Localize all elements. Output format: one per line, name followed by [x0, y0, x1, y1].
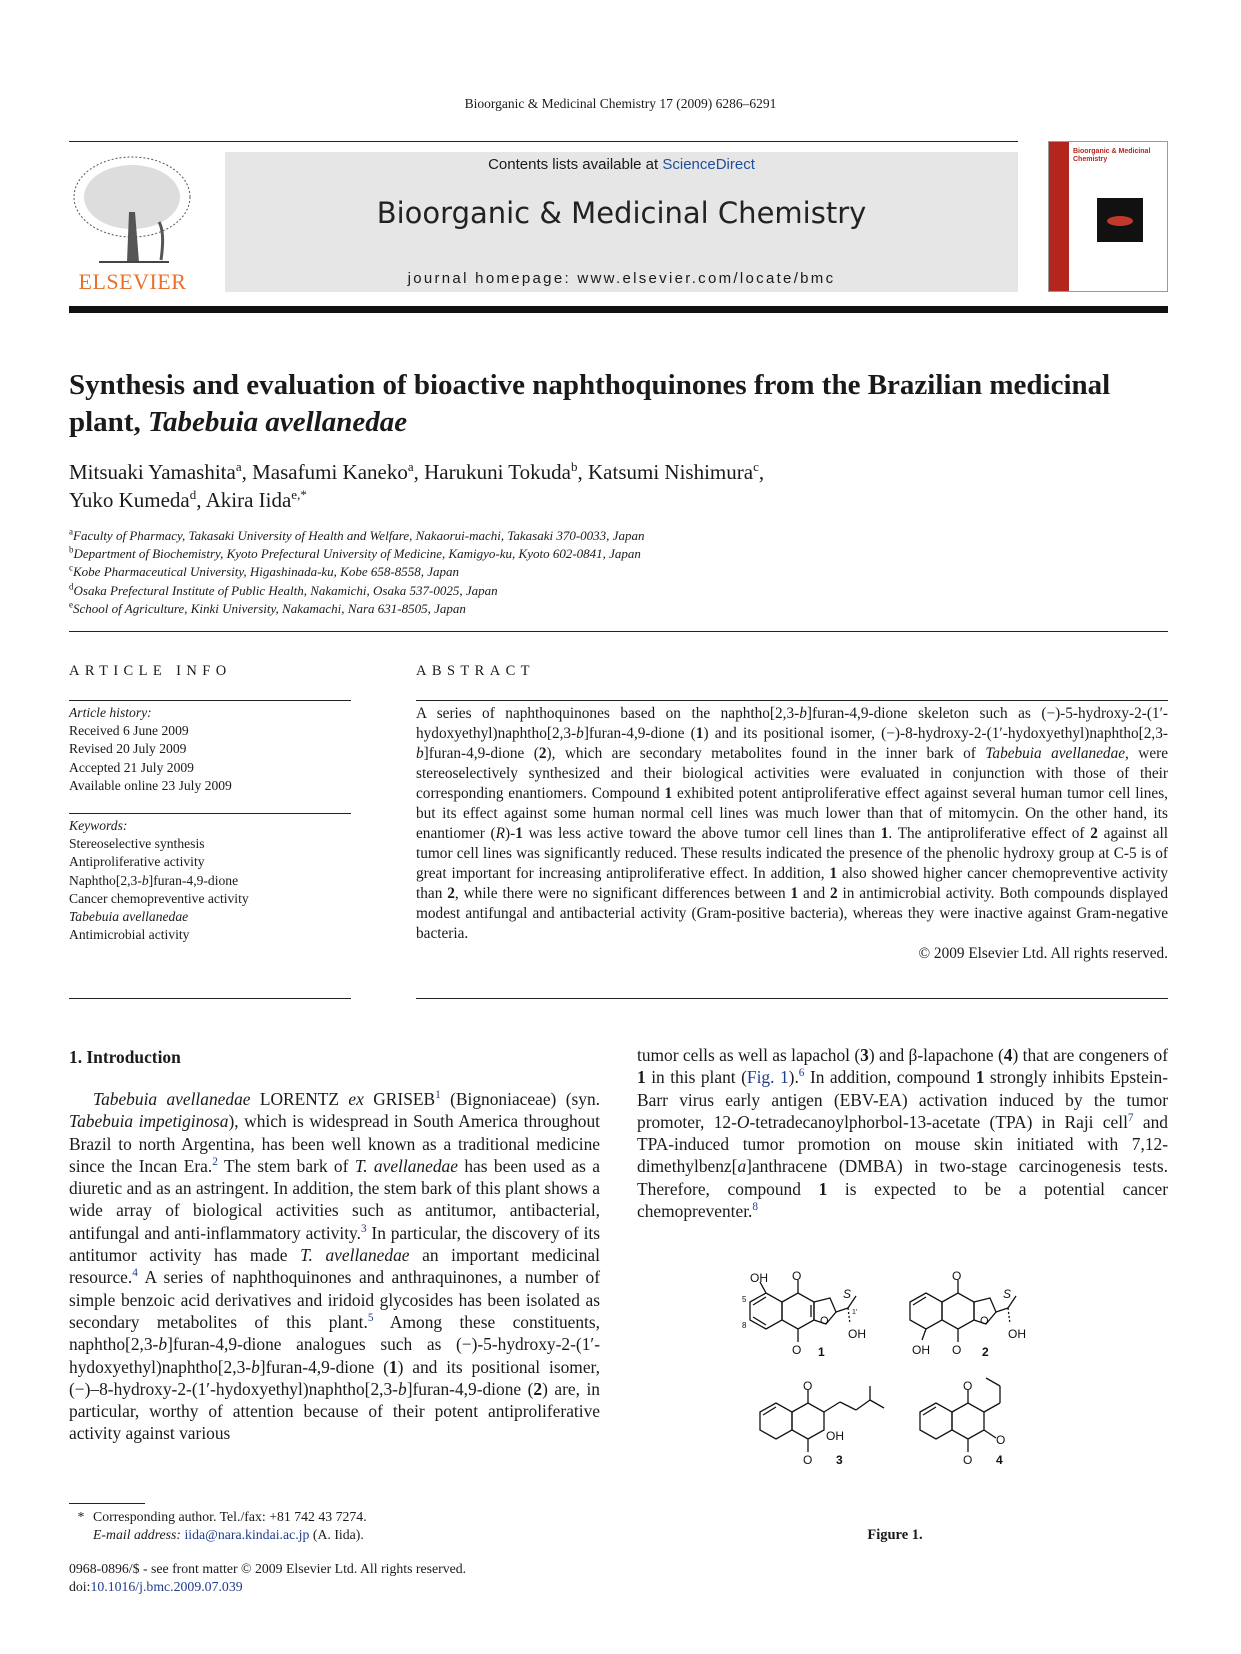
history-received: Received 6 June 2009: [69, 723, 189, 739]
svg-text:O: O: [963, 1453, 973, 1467]
affiliation: $^e$School of Agriculture, Kinki University, Nakamachi, Nara 631-8505, Japan: [69, 599, 466, 616]
article-info-heading: ARTICLE INFO: [69, 663, 232, 679]
affiliation: $^d$Osaka Prefectural Institute of Public Health, Nakamichi, Osaka 537-0025, Japan: [69, 581, 498, 598]
doi-label: doi:: [69, 1579, 91, 1594]
elsevier-logo: [69, 152, 196, 295]
reference-link[interactable]: 8: [752, 1201, 759, 1214]
svg-text:O: O: [792, 1269, 802, 1283]
keyword: Antimicrobial activity: [69, 927, 190, 943]
reference-link[interactable]: 6: [798, 1067, 805, 1080]
compound-3-structure: [760, 1386, 884, 1452]
author: Yuko Kumeda$^d$: [69, 487, 197, 512]
journal-banner: [225, 152, 1018, 292]
svg-text:O: O: [980, 1315, 989, 1327]
compound-number: 4: [996, 1453, 1003, 1467]
svg-text:OH: OH: [848, 1327, 866, 1341]
email-suffix: (A. Iida).: [309, 1527, 364, 1542]
author: Mitsuaki Yamashita$^a$: [69, 459, 242, 484]
front-matter-text: 0968-0896/$ - see front matter © 2009 Elsevier Ltd. All rights reserved.: [69, 1561, 467, 1576]
divider: [416, 700, 1168, 701]
intro-left-column: [69, 1088, 600, 1445]
cover-title: Bioorganic & Medicinal Chemistry: [1073, 148, 1151, 163]
keywords-label: Keywords:: [69, 818, 128, 833]
svg-text:S: S: [843, 1287, 852, 1301]
elsevier-wordmark: ELSEVIER: [78, 269, 187, 294]
title-text: Synthesis and evaluation of bioactive naphthoquinones from the Brazilian medicinal plant,: [69, 369, 1111, 438]
svg-text:S: S: [1003, 1287, 1012, 1301]
header-rule: [69, 141, 1018, 142]
author: Harukuni Tokuda$^b$: [424, 459, 578, 484]
author: Akira Iida$^{e,*}$: [205, 487, 307, 512]
journal-cover: [1048, 141, 1168, 292]
reference-link[interactable]: 2: [212, 1156, 218, 1169]
compound-2-structure: [910, 1280, 1016, 1342]
affiliation: $^b$Department of Biochemistry, Kyoto Prefectural University of Medicine, Kamigyo-ku, Kyoto 602-0841, Japan: [69, 544, 641, 562]
journal-title: Bioorganic & Medicinal Chemistry: [376, 196, 867, 230]
affiliation: $^a$Faculty of Pharmacy, Takasaki University of Health and Welfare, Nakaorui-machi, Takasaki 370-0033, Japan: [69, 526, 645, 543]
email-label: E-mail address:: [93, 1527, 185, 1542]
keyword: Naphtho[2,3-b]furan-4,9-dione: [69, 872, 239, 888]
divider: [69, 998, 351, 999]
journal-reference: Bioorganic & Medicinal Chemistry 17 (2009) 6286–6291: [464, 96, 777, 111]
compound-4-structure: [920, 1378, 1000, 1452]
figure-1-structures: [740, 1268, 1060, 1518]
divider: [69, 700, 351, 701]
contents-prefix: Contents lists available at: [488, 156, 663, 173]
svg-text:O: O: [792, 1343, 802, 1357]
svg-text:O: O: [820, 1315, 829, 1327]
reference-link[interactable]: 5: [367, 1312, 374, 1325]
reference-link[interactable]: 4: [132, 1267, 138, 1280]
svg-text:OH: OH: [826, 1429, 844, 1443]
figure-link[interactable]: Fig. 1: [746, 1067, 789, 1088]
svg-text:O: O: [963, 1379, 973, 1393]
svg-text:8: 8: [742, 1321, 747, 1330]
front-matter: [69, 1560, 669, 1596]
keyword: Tabebuia avellanedae: [69, 909, 189, 925]
header-bar: [69, 306, 1168, 313]
abstract: [416, 704, 1168, 964]
keywords: [69, 817, 351, 944]
compound-number: 3: [836, 1453, 843, 1467]
section-heading: 1. Introduction: [69, 1047, 181, 1067]
article-history: [69, 704, 351, 795]
author-list: Mitsuaki Yamashita$^a$, Masafumi Kaneko$^a$, Harukuni Tokuda$^b$, Katsumi Nishimura$^c$, Yuko Kumeda$^d$, Akira Iida$^{e,*}$: [69, 459, 765, 512]
email-link[interactable]: iida@nara.kindai.ac.jp: [184, 1527, 310, 1542]
affiliations: [69, 527, 1168, 618]
intro-right-column: [637, 1044, 1168, 1222]
author: Masafumi Kaneko$^a$: [252, 459, 414, 484]
reference-link[interactable]: 3: [360, 1222, 367, 1235]
svg-text:OH: OH: [912, 1343, 930, 1357]
history-online: Available online 23 July 2009: [69, 777, 232, 793]
compound-1-structure: [750, 1280, 856, 1342]
history-accepted: Accepted 21 July 2009: [69, 759, 194, 775]
svg-text:O: O: [803, 1379, 813, 1393]
history-label: Article history:: [69, 705, 152, 720]
keyword: Antiproliferative activity: [69, 854, 205, 870]
affiliation: $^c$Kobe Pharmaceutical University, Higashinada-ku, Kobe 658-8558, Japan: [69, 563, 459, 580]
cover-image: [1097, 198, 1143, 242]
svg-text:5: 5: [742, 1295, 747, 1304]
figure-caption: Figure 1.: [867, 1527, 923, 1543]
article-title: [69, 367, 1168, 441]
svg-text:O: O: [803, 1453, 813, 1467]
svg-text:OH: OH: [1008, 1327, 1026, 1341]
footnote-rule: [69, 1503, 145, 1504]
paragraph: Tabebuia avellanedae LORENTZ ex GRISEB$^1$ (Bignoniaceae) (syn. Tabebuia impetiginosa), which is widespread in South America throughout Brazil to north Argentina, has been well known as a traditional medicine since the Incan Era.$^2$ The stem bark of T. avellanedae has been used as a diuretic and as an astringent. In addition, the stem bark of this plant shows a wide array of biological activities such as antitumor, antibacterial, antifungal and anti-inflammatory activity.$^3$ In particular, the discovery of its antitumor activity has made T. avellanedae an important medicinal resource.$^4$ A series of naphthoquinones and anthraquinones, a number of simple benzoic acid derivatives and iridoid glycosides has been isolated as secondary metabolites of this plant.$^5$ Among these constituents, naphtho[2,3-b]furan-4,9-dione analogues such as (−)-5-hydroxy-2-(1′-hydoxyethyl)naphtho[2,3-b]furan-4,9-dione (1) and its positional isomer, (−)–8-hydroxy-2-(1′-hydoxyethyl)naphtho[2,3-b]furan-4,9-dione (2) are, in particular, worthy of attention because of their potent antiproliferative activity against various: [69, 1089, 601, 1444]
svg-text:1′: 1′: [852, 1309, 858, 1316]
corresponding-author: Corresponding author. Tel./fax: +81 742 43 7274.: [93, 1509, 367, 1524]
label-oh: OH: [750, 1271, 768, 1285]
title-species: Tabebuia avellanedae: [147, 406, 408, 438]
doi-link[interactable]: 10.1016/j.bmc.2009.07.039: [90, 1579, 243, 1594]
keyword: Stereoselective synthesis: [69, 836, 205, 852]
contents-line: [225, 156, 1018, 173]
keyword: Cancer chemopreventive activity: [69, 890, 249, 906]
reference-link[interactable]: 1: [435, 1089, 441, 1102]
abstract-text: A series of naphthoquinones based on the naphtho[2,3-b]furan-4,9-dione skeleton such as (−)-5-hydroxy-2-(1′-hydoxyethyl)naphtho[2,3-b]furan-4,9-dione (1) and its positional isomer, (−)-8-hydroxy-2-(1′-hydoxyethyl)naphtho[2,3-b]furan-4,9-dione (2), which are secondary metabolites found in the inner bark of Tabebuia avellanedae, were stereoselectively synthesized and their biological activities were evaluated in conjunction with those of their corresponding enantiomers. Compound 1 exhibited potent antiproliferative effect against several human tumor cell lines, but its effect against some human normal cell lines was much lower than that of mitomycin. On the other hand, its enantiomer (R)-1 was less active toward the above tumor cell lines than 1. The antiproliferative effect of 2 against all tumor cell lines was significantly reduced. These results indicated the presence of the phenolic hydroxy group at C-5 is of great important for increasing antiproliferative effect. In addition, 1 also showed higher cancer chemopreventive activity than 2, while there were no significant differences between 1 and 2 in antimicrobial activity. Both compounds displayed modest antifungal and antibacterial activity (Gram-positive bacteria), whereas they were inactive against Gram-negative bacteria.: [416, 705, 1169, 942]
reference-link[interactable]: 7: [1127, 1112, 1134, 1125]
svg-text:O: O: [952, 1343, 962, 1357]
sciencedirect-link[interactable]: ScienceDirect: [662, 156, 755, 173]
svg-text:O: O: [996, 1433, 1006, 1447]
compound-number: 2: [982, 1345, 989, 1359]
footnote-star: *: [77, 1509, 85, 1524]
footnote: [69, 1508, 609, 1544]
journal-homepage[interactable]: journal homepage: www.elsevier.com/locate/bmc: [407, 270, 836, 287]
svg-text:O: O: [952, 1269, 962, 1283]
abstract-heading: ABSTRACT: [416, 663, 535, 679]
author: Katsumi Nishimura$^c$: [588, 459, 759, 484]
divider: [416, 998, 1168, 999]
copyright: © 2009 Elsevier Ltd. All rights reserved.: [918, 945, 1168, 962]
divider: [69, 631, 1168, 632]
tree-icon: [69, 152, 196, 267]
paragraph: tumor cells as well as lapachol (3) and β-lapachone (4) that are congeners of 1 in this plant (Fig. 1).$^6$ In addition, compound 1 strongly inhibits Epstein-Barr virus early antigen (EBV-EA) activation induced by the tumor promoter, 12-O-tetradecanoylphorbol-13-acetate (TPA) in Raji cell$^7$ and TPA-induced tumor promotion on mouse skin initiated with 7,12-dimethylbenz[a]anthracene (DMBA) in two-stage carcinogenesis tests. Therefore, compound 1 is expected to be a potential cancer chemopreventer.$^8$: [637, 1045, 1169, 1222]
history-revised: Revised 20 July 2009: [69, 741, 187, 757]
divider: [69, 813, 351, 814]
compound-number: 1: [818, 1345, 825, 1359]
